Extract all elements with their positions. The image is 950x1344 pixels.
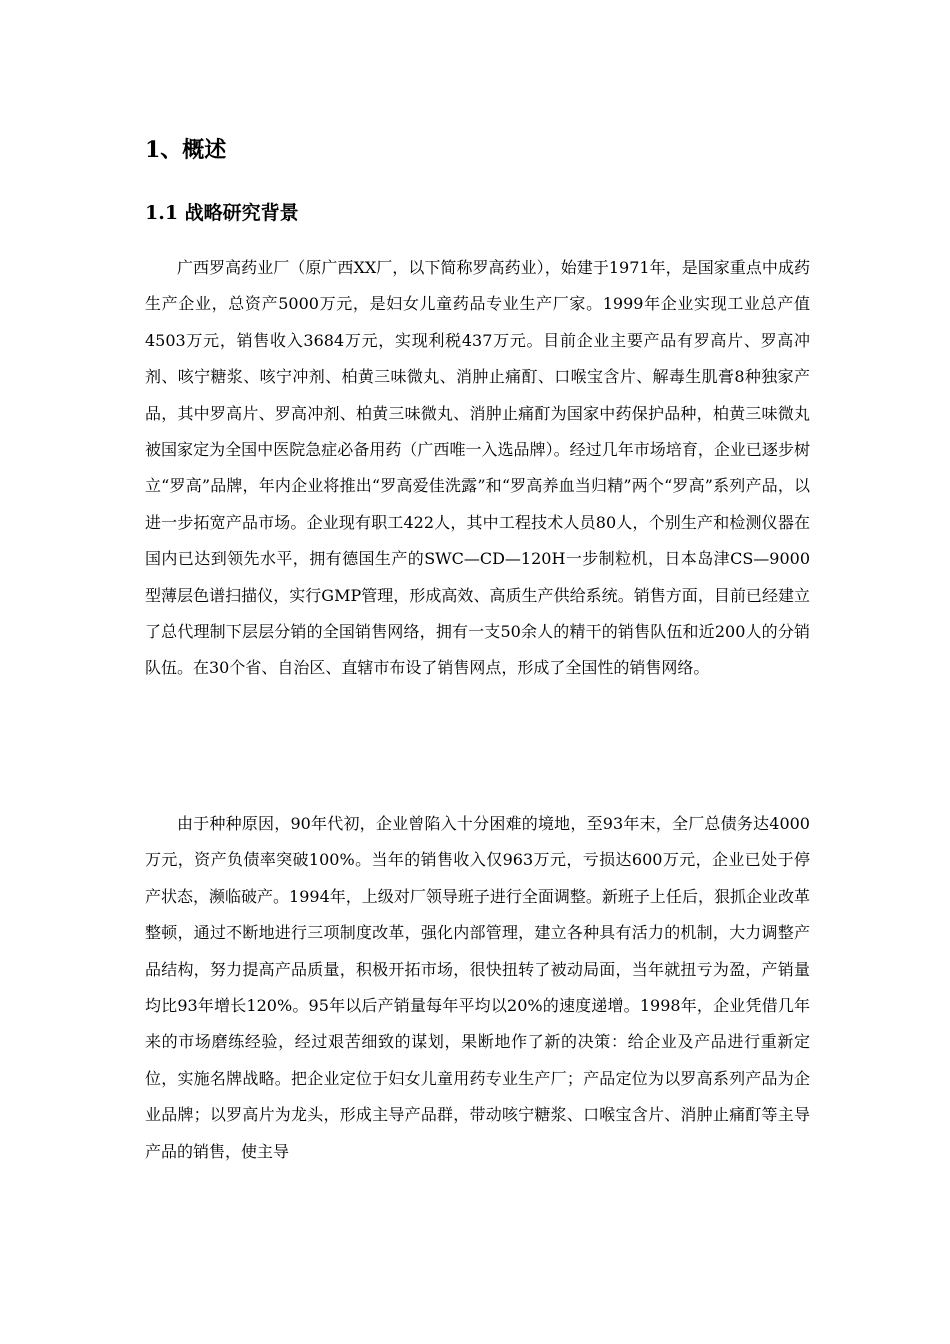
section-heading: 1、概述: [145, 137, 227, 163]
body-paragraph: 广西罗高药业厂（原广西XX厂，以下简称罗高药业），始建于1971年，是国家重点中成药生产企业，总资产5000万元，是妇女儿童药品专业生产厂家。1999年企业实现工业总产值4503万元，销售收入3684万元，实现利税437万元。目前企业主要产品有罗高片、罗高冲剂、咳宁糖浆、咳宁冲剂、柏黄三味微丸、消肿止痛酊、口喉宝含片、解毒生肌膏8种独家产品，其中罗高片、罗高冲剂、柏黄三味微丸、消肿止痛酊为国家中药保护品种，柏黄三味微丸被国家定为全国中医院急症必备用药（广西唯一入选品牌）。经过几年市场培育，企业已逐步树立“罗高”品牌，年内企业将推出“罗高爱佳洗露”和“罗高养血当归精”两个“罗高”系列产品，以进一步拓宽产品市场。企业现有职工422人，其中工程技术人员80人，个别生产和检测仪器在国内已达到领先水平，拥有德国生产的SWC—CD—120H一步制粒机，日本岛津CS—9000型薄层色谱扫描仪，实行GMP管理，形成高效、高质生产供给系统。销售方面，目前已经建立了总代理制下层层分销的全国销售网络，拥有一支50余人的精干的销售队伍和近200人的分销队伍。在30个省、自治区、直辖市布设了销售网点，形成了全国性的销售网络。: [145, 258, 810, 678]
subsection-heading: 1.1 战略研究背景: [145, 202, 299, 224]
body-paragraph: 由于种种原因，90年代初，企业曾陷入十分困难的境地，至93年末，全厂总债务达4000万元，资产负债率突破100%。当年的销售收入仅963万元，亏损达600万元，企业已处于停产状态，濒临破产。1994年，上级对厂领导班子进行全面调整。新班子上任后，狠抓企业改革整顿，通过不断地进行三项制度改革，强化内部管理，建立各种具有活力的机制，大力调整产品结构，努力提高产品质量，积极开拓市场，很快扭转了被动局面，当年就扭亏为盈，产销量均比93年增长120%。95年以后产销量每年平均以20%的速度递增。1998年，企业凭借几年来的市场磨练经验，经过艰苦细致的谋划，果断地作了新的决策：给企业及产品进行重新定位，实施名牌战略。把企业定位于妇女儿童用药专业生产厂；产品定位为以罗高系列产品为企业品牌；以罗高片为龙头，形成主导产品群，带动咳宁糖浆、口喉宝含片、消肿止痛酊等主导产品的销售，使主导: [145, 814, 810, 1161]
